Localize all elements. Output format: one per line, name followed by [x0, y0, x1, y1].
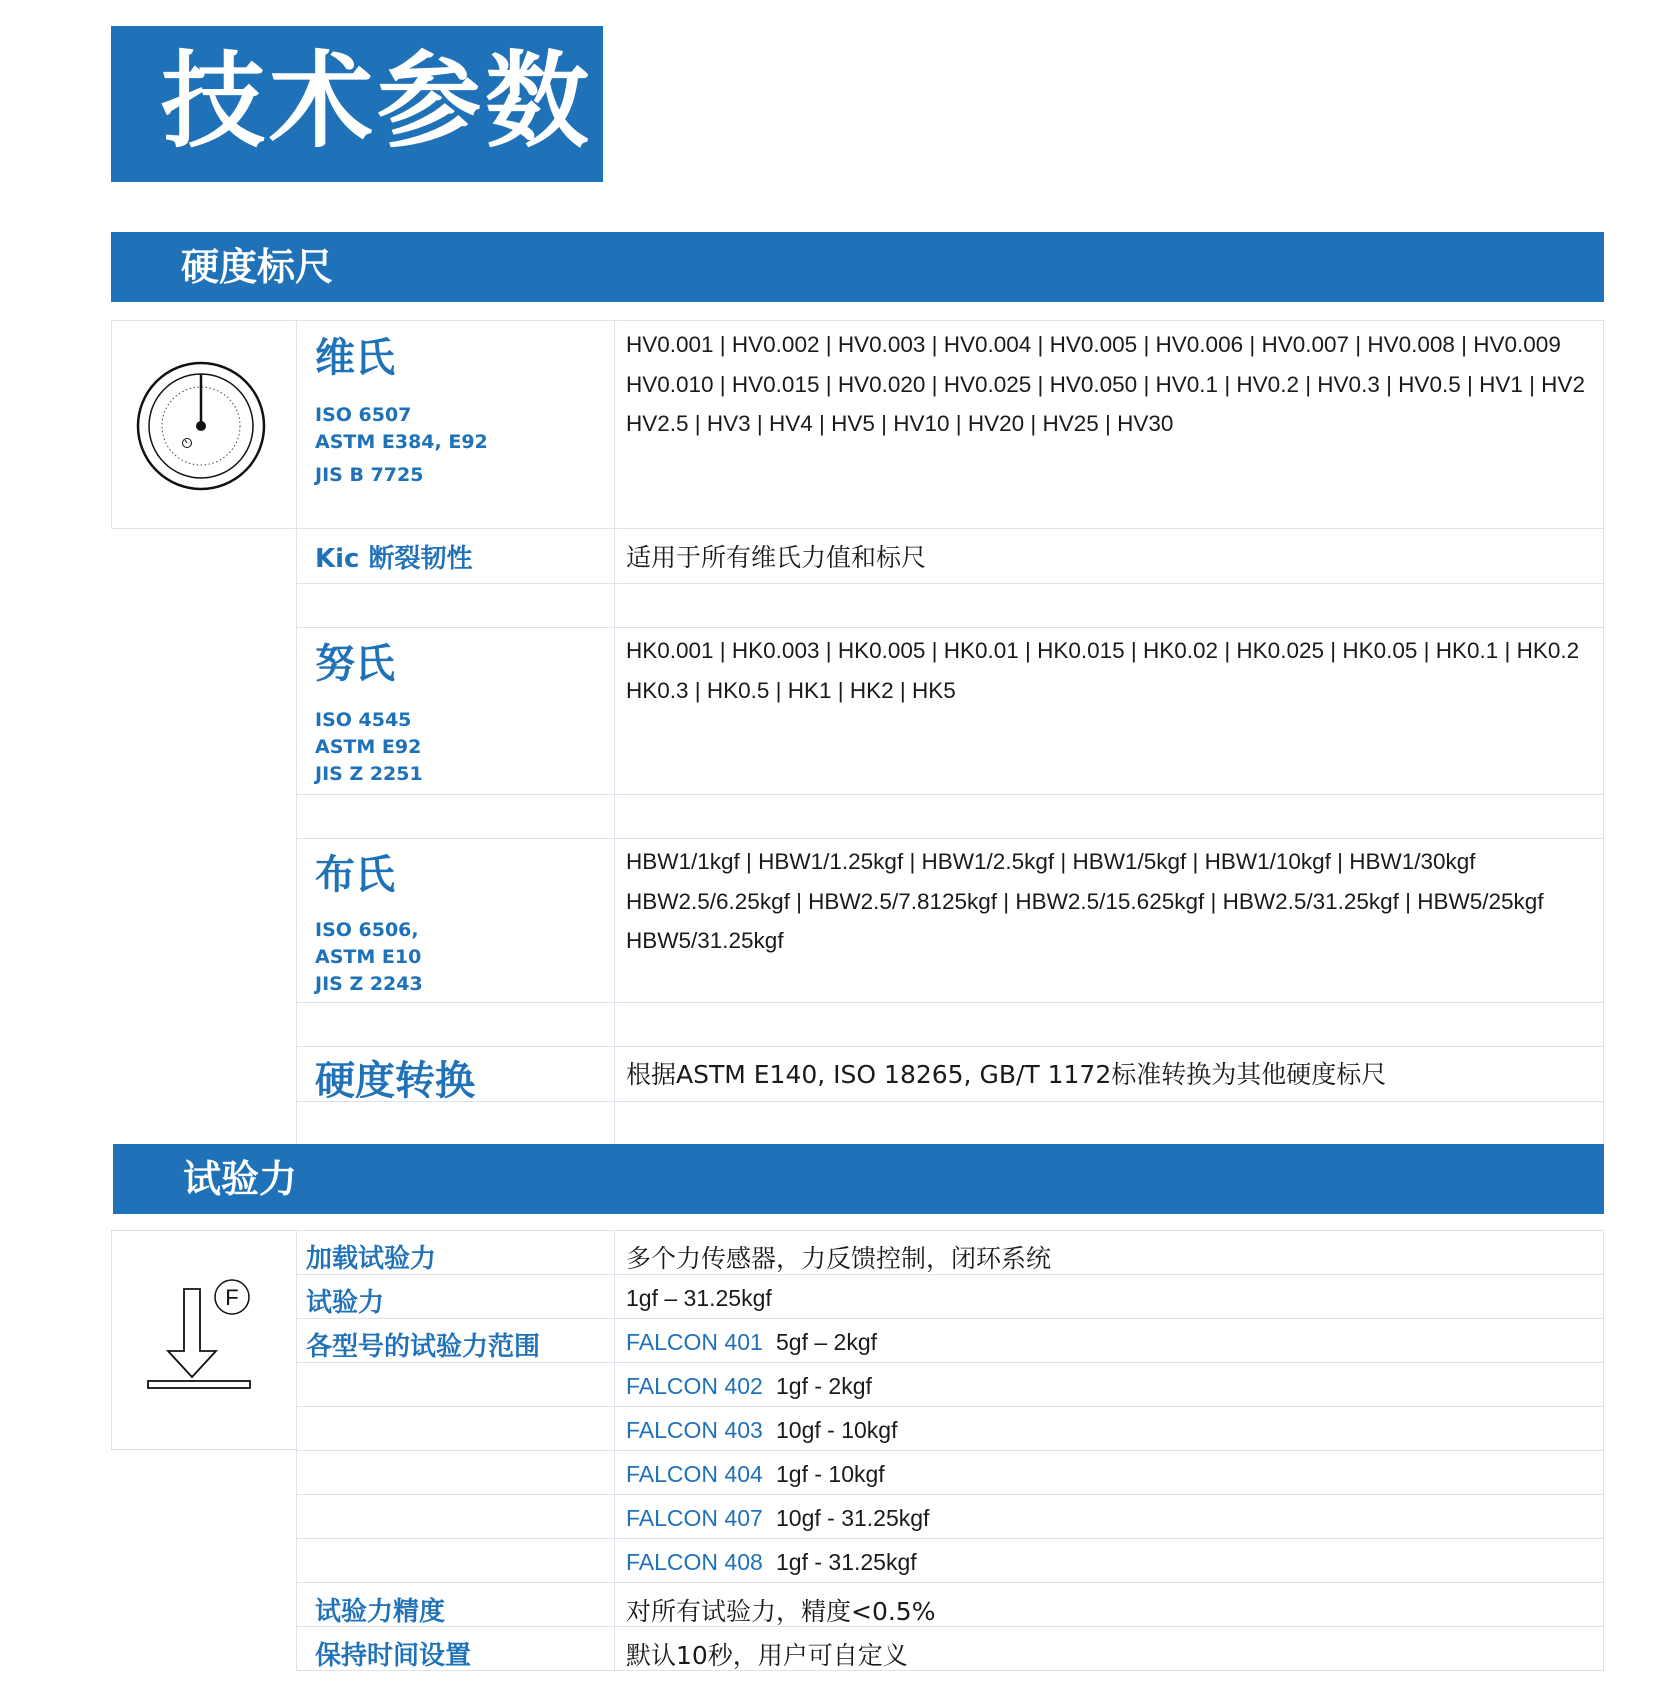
test-force-value: 1gf – 31.25kgf	[626, 1285, 772, 1311]
section-heading: 试验力	[183, 1157, 298, 1201]
model-name: FALCON 403	[626, 1417, 763, 1443]
model-range: 1gf - 10kgf	[776, 1461, 885, 1487]
accuracy-label: 试验力精度	[315, 1597, 446, 1627]
knoop-standards: ISO 4545 ASTM E92 JIS Z 2251	[315, 709, 423, 785]
vickers-scales: HV0.001 | HV0.002 | HV0.003 | HV0.004 | HV0.005 | HV0.006 | HV0.007 | HV0.008 | HV0.009 HV0.010 | HV0.015 | HV0.020 | HV0.025 | HV0.050 | HV0.1 | HV0.2 | HV0.3 | HV0.5 | HV1 | HV2 HV2.5 | HV3 | HV4 | HV5 | HV10 | HV20 | HV25 | HV30	[626, 332, 1585, 436]
model-name: FALCON 401	[626, 1329, 763, 1355]
kic-label: Kic 断裂韧性	[315, 544, 473, 574]
page-title: 技术参数	[161, 40, 594, 162]
force-arrow-icon	[142, 1279, 262, 1407]
model-range: 5gf – 2kgf	[776, 1329, 878, 1355]
conversion-value: 根据ASTM E140, ISO 18265, GB/T 1172标准转换为其他硬度标尺	[626, 1060, 1387, 1089]
knoop-label: 努氏	[315, 641, 395, 687]
section-header-force	[113, 1144, 1604, 1214]
vickers-label: 维氏	[315, 335, 395, 381]
model-range: 1gf - 2kgf	[776, 1373, 872, 1399]
brinell-label: 布氏	[315, 852, 395, 898]
dwell-value: 默认10秒，用户可自定义	[626, 1641, 908, 1670]
model-range: 1gf - 31.25kgf	[776, 1549, 917, 1575]
brinell-standards: ISO 6506, ASTM E10 JIS Z 2243	[315, 919, 423, 995]
kic-value: 适用于所有维氏力值和标尺	[626, 543, 927, 572]
model-name: FALCON 408	[626, 1549, 763, 1575]
model-range: 10gf - 31.25kgf	[776, 1505, 930, 1531]
loading-label: 加载试验力	[306, 1244, 437, 1274]
svg-text:F: F	[225, 1285, 239, 1310]
loading-value: 多个力传感器，力反馈控制，闭环系统	[626, 1244, 1052, 1273]
brinell-scales: HBW1/1kgf | HBW1/1.25kgf | HBW1/2.5kgf | HBW1/5kgf | HBW1/10kgf | HBW1/30kgf HBW2.5/6.25kgf | HBW2.5/7.8125kgf | HBW2.5/15.625kgf | HBW2.5/31.25kgf | HBW5/25kgf HBW5/31.25kgf	[626, 849, 1544, 953]
force-icon-cell	[111, 1230, 297, 1450]
dwell-label: 保持时间设置	[315, 1641, 472, 1671]
model-ranges-label: 各型号的试验力范围	[306, 1332, 541, 1362]
dial-gauge-icon	[134, 359, 268, 493]
conversion-label: 硬度转换	[315, 1058, 475, 1104]
knoop-scales: HK0.001 | HK0.003 | HK0.005 | HK0.01 | HK0.015 | HK0.02 | HK0.025 | HK0.05 | HK0.1 | HK0.2 HK0.3 | HK0.5 | HK1 | HK2 | HK5	[626, 638, 1580, 703]
vickers-standards: ISO 6507 ASTM E384, E92 JIS B 7725	[315, 404, 488, 486]
model-name: FALCON 407	[626, 1505, 763, 1531]
model-name: FALCON 402	[626, 1373, 763, 1399]
model-name: FALCON 404	[626, 1461, 763, 1487]
section-heading: 硬度标尺	[181, 245, 334, 289]
section-header-hardness	[111, 232, 1604, 302]
page-title-box	[111, 26, 603, 182]
accuracy-value: 对所有试验力，精度<0.5%	[626, 1597, 936, 1626]
test-force-label: 试验力	[306, 1288, 385, 1318]
hardness-icon-cell	[111, 320, 297, 529]
model-range: 10gf - 10kgf	[776, 1417, 898, 1443]
